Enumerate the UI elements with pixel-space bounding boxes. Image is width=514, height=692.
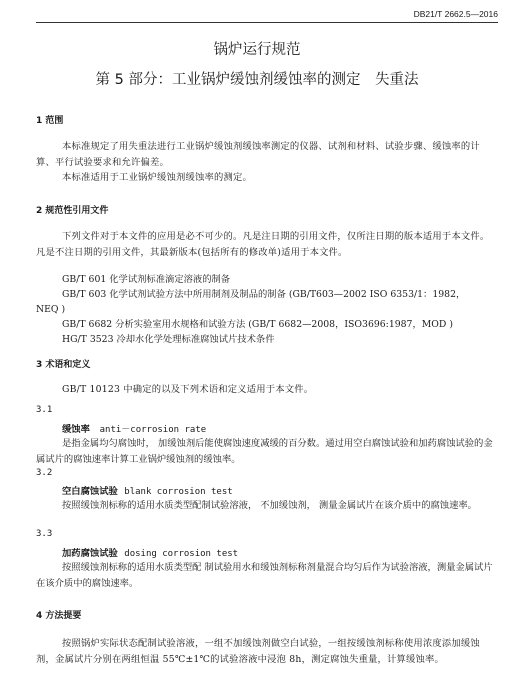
reference-item-continuation: NEQ ) [36, 304, 66, 315]
term-definition: 按照缓蚀剂标称的适用水质类型配 制试验用水和缓蚀剂标称剂量混合均匀后作为试验溶液，测量金属试片在该介质中的腐蚀速率。 [36, 562, 493, 589]
reference-item: GB/T 603 化学试剂试验方法中所用制剂及制品的制备 (GB/T603—2002 ISO 6353/1：1982， [62, 289, 466, 300]
references-intro: 下列文件对于本文件的应用是必不可少的。凡是注日期的引用文件，仅所注日期的版本适用于本文件。凡是不注日期的引用文件，其最新版本(包括所有的修改单)适用于本文件。 [36, 231, 490, 258]
term-heading [62, 545, 238, 559]
term-zh: 加药腐蚀试验 [62, 548, 118, 559]
term-definition: 按照缓蚀剂标称的适用水质类型配制试验溶液， 不加缓蚀剂， 测量金属试片在该介质中的腐蚀速率。 [62, 500, 477, 511]
section-heading-references: 2 规范性引用文件 [36, 206, 109, 216]
term-en: dosing corrosion test [124, 549, 239, 559]
reference-item: GB/T 6682 分析实验室用水规格和试验方法 (GB/T 6682—2008，ISO3696:1987，MOD ) [62, 319, 453, 330]
section-heading-terms: 3 术语和定义 [36, 360, 91, 370]
term-number: 3.1 [36, 405, 53, 415]
term-en: anti－corrosion rate [99, 425, 207, 435]
document-subtitle: 第 5 部分：工业锅炉缓蚀剂缓蚀率的测定 失重法 [95, 72, 419, 88]
term-zh: 空白腐蚀试验 [62, 486, 118, 497]
document-title: 锅炉运行规范 [213, 42, 301, 58]
term-heading [62, 483, 233, 497]
term-heading [62, 421, 206, 435]
term-number: 3.3 [36, 529, 53, 539]
scope-paragraph-1: 本标准规定了用失重法进行工业锅炉缓蚀剂缓蚀率测定的仪器、试剂和材料、试验步骤、缓蚀率的计算、平行试验要求和允许偏差。 [36, 141, 480, 168]
term-number: 3.2 [36, 468, 53, 478]
method-paragraph: 按照锅炉实际状态配制试验溶液，一组不加缓蚀剂做空白试验，一组按缓蚀剂标称使用浓度添加缓蚀剂，金属试片分别在两组恒温 55℃±1℃的试验溶液中浸泡 8h，测定腐蚀失重量，计算缓蚀率。 [36, 638, 480, 665]
section-heading-scope: 1 范围 [36, 116, 64, 126]
section-heading-method: 4 方法提要 [36, 611, 82, 621]
terms-intro: GB/T 10123 中确定的以及下列术语和定义适用于本文件。 [62, 384, 314, 395]
reference-list [36, 272, 496, 347]
standard-code: DB21/T 2662.5—2016 [413, 9, 498, 19]
scope-paragraph-2: 本标准适用于工业锅炉缓蚀剂缓蚀率的测定。 [62, 172, 252, 183]
term-en: blank corrosion test [124, 487, 233, 497]
term-zh: 缓蚀率 [62, 424, 90, 435]
reference-item: HG/T 3523 冷却水化学处理标准腐蚀试片技术条件 [62, 334, 275, 345]
header-rule [36, 22, 498, 23]
reference-item: GB/T 601 化学试剂标准滴定溶液的制备 [62, 274, 231, 285]
term-definition: 是指金属均匀腐蚀时， 加缓蚀剂后能使腐蚀速度减缓的百分数。通过用空白腐蚀试验和加药腐蚀试验的金属试片的腐蚀速率计算工业锅炉缓蚀剂的缓蚀率。 [36, 438, 493, 465]
